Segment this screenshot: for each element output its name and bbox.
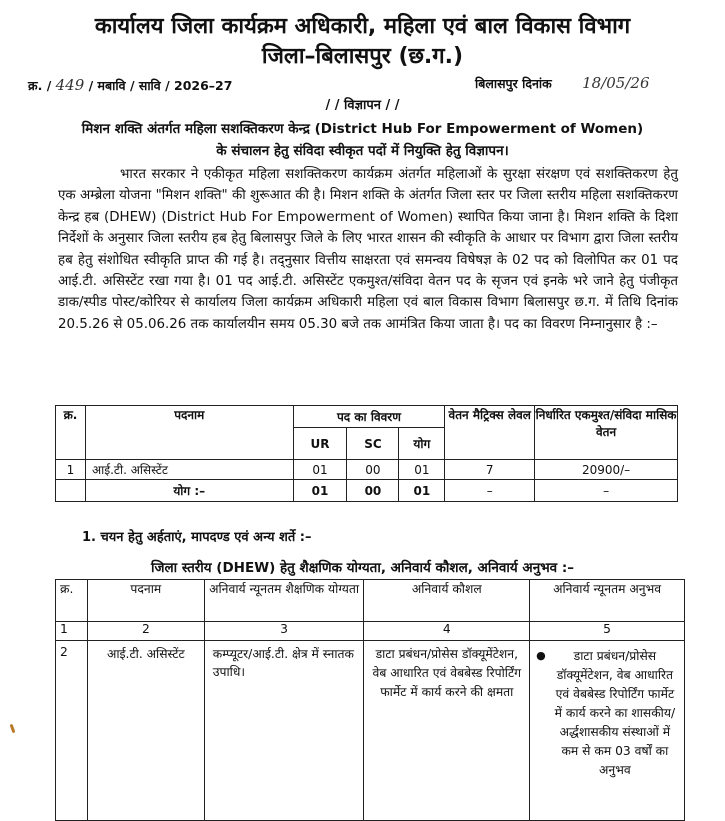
col-num-3: 3 (204, 622, 364, 641)
experience-bullet (536, 647, 678, 780)
ref-prefix: क्र. / (28, 78, 52, 93)
col-post-details: पद का विवरण (293, 406, 445, 428)
reference-number-line (28, 76, 232, 94)
office-location: जिला–बिलासपुर (छ.ग.) (261, 44, 464, 69)
total-label: योग :– (85, 480, 293, 502)
advertisement-label: / / विज्ञापन / / (325, 98, 400, 113)
place-date-label: बिलासपुर दिनांक (475, 76, 552, 91)
row-qualification: कम्प्यूटर/आई.टी. क्षेत्र में स्नातक उपाधि। (204, 641, 364, 821)
ref-suffix: / मबावि / सावि / 2026–27 (88, 78, 233, 93)
col-sno: क्र. (56, 580, 88, 622)
col-experience: अनिवार्य न्यूनतम अनुभव (530, 580, 685, 622)
office-title: कार्यालय जिला कार्यक्रम अधिकारी, महिला एवं बाल विकास विभाग (94, 14, 631, 39)
col-ur: UR (293, 428, 347, 460)
total-matrix: – (445, 480, 535, 502)
ref-number: 449 (55, 76, 85, 94)
section-heading-selection: 1. चयन हेतु अर्हताएं, मापदण्ड एवं अन्य शर्ते :– (82, 530, 312, 545)
row-post: आई.टी. असिस्टेंट (87, 641, 204, 821)
row-total: 01 (399, 460, 445, 480)
row-skill: डाटा प्रबंधन/प्रोसेस डॉक्यूमेंटेशन, वेब आधारित एवं वेबबेस्ड रिपोर्टिंग फार्मेट में कार्य करने की क्षमता (364, 641, 530, 821)
table-row (56, 460, 678, 480)
col-num-2: 2 (87, 622, 204, 641)
handwritten-date: 18/05/26 (582, 74, 650, 92)
row-salary: 20900/– (535, 460, 678, 480)
row-sc: 00 (347, 460, 399, 480)
row-experience-cell (530, 641, 685, 821)
col-num-1: 1 (56, 622, 88, 641)
row-post: आई.टी. असिस्टेंट (85, 460, 293, 480)
col-num-4: 4 (364, 622, 530, 641)
total-total: 01 (399, 480, 445, 502)
subject-line-1: मिशन शक्ति अंतर्गत महिला सशक्तिकरण केन्द्र (District Hub For Empowerment of Women) (81, 121, 644, 137)
col-salary: निर्धारित एकमुश्त/संविदा मासिक वेतन (535, 406, 678, 460)
post-details-table (55, 405, 678, 502)
qualification-table (55, 579, 685, 821)
col-pay-matrix: वेतन मैट्रिक्स लेवल (445, 406, 535, 460)
bullet-icon: ● (536, 649, 546, 662)
date-line (475, 74, 650, 92)
col-sc: SC (347, 428, 399, 460)
column-number-row (56, 622, 685, 641)
col-skill: अनिवार्य कौशल (364, 580, 530, 622)
total-row (56, 480, 678, 502)
table-row (56, 641, 685, 821)
col-num-5: 5 (530, 622, 685, 641)
subject-line-2: के संचालन हेतु संविदा स्वीकृत पदों में नियुक्ति हेतु विज्ञापन। (216, 143, 509, 159)
total-sc: 00 (347, 480, 399, 502)
row-experience: डाटा प्रबंधन/प्रोसेस डॉक्यूमेंटेशन, वेब आधारित एवं वेबबेस्ड रिपोर्टिंग फार्मेट में कार्य करने का शासकीय/अर्द्धशासकीय संस्थाओं में कम से कम 03 वर्षों का अनुभव (554, 649, 676, 777)
body-paragraph-text: भारत सरकार ने एकीकृत महिला सशक्तिकरण कार्यक्रम अंतर्गत महिलाओं के सुरक्षा संरक्षण एवं सशक्तिकरण हेतु एक अम्ब्रेला योजना "मिशन शक्ति" की शुरूआत की है। मिशन शक्ति के अंतर्गत जिला स्तर पर जिला स्तरीय महिला सशक्तिकरण केन्द्र हब (DHEW) (District Hub For Empowerment of Women) स्थापित किया जाना है। मिशन शक्ति के दिशा निर्देशों के अनुसार जिला स्तरीय हब हेतु बिलासपुर जिले के लिए भारत शासन की स्वीकृति के आधार पर विभाग द्वारा जिला स्तरीय हब हेतु संशोधित स्वीकृति प्राप्त की गई है। तद्नुसार वित्तीय साक्षरता एवं समन्वय विषेषज्ञ के 02 पद को विलोपित कर 01 पद आई.टी. असिस्टेंट रखा गया है। 01 पद आई.टी. असिस्टेंट एकमुश्त/संविदा वेतन पद के सृजन एवं इनके भरे जाने हेतु पंजीकृत डाक/स्पीड पोस्ट/कोरियर से कार्यालय जिला कार्यक्रम अधिकारी महिला एवं बाल विकास विभाग बिलासपुर छ.ग. में तिथि दिनांक 20.5.26 से 05.06.26 तक कार्यालयीन समय 05.30 बजे तक आमंत्रित किया जाता है। पद का विवरण निम्नानुसार है :– (58, 167, 678, 332)
margin-mark (10, 724, 16, 733)
section-heading-qualification: जिला स्तरीय (DHEW) हेतु शैक्षणिक योग्यता, अनिवार्य कौशल, अनिवार्य अनुभव :– (150, 560, 575, 576)
col-total: योग (399, 428, 445, 460)
col-post: पदनाम (85, 406, 293, 460)
col-post: पदनाम (87, 580, 204, 622)
col-sno: क्र. (56, 406, 86, 460)
body-paragraph (58, 164, 678, 335)
row-matrix: 7 (445, 460, 535, 480)
total-salary: – (535, 480, 678, 502)
row-sno: 1 (56, 460, 86, 480)
row-ur: 01 (293, 460, 347, 480)
col-qualification: अनिवार्य न्यूनतम शैक्षणिक योग्यता (204, 580, 364, 622)
row-sno: 2 (56, 641, 88, 821)
total-ur: 01 (293, 480, 347, 502)
